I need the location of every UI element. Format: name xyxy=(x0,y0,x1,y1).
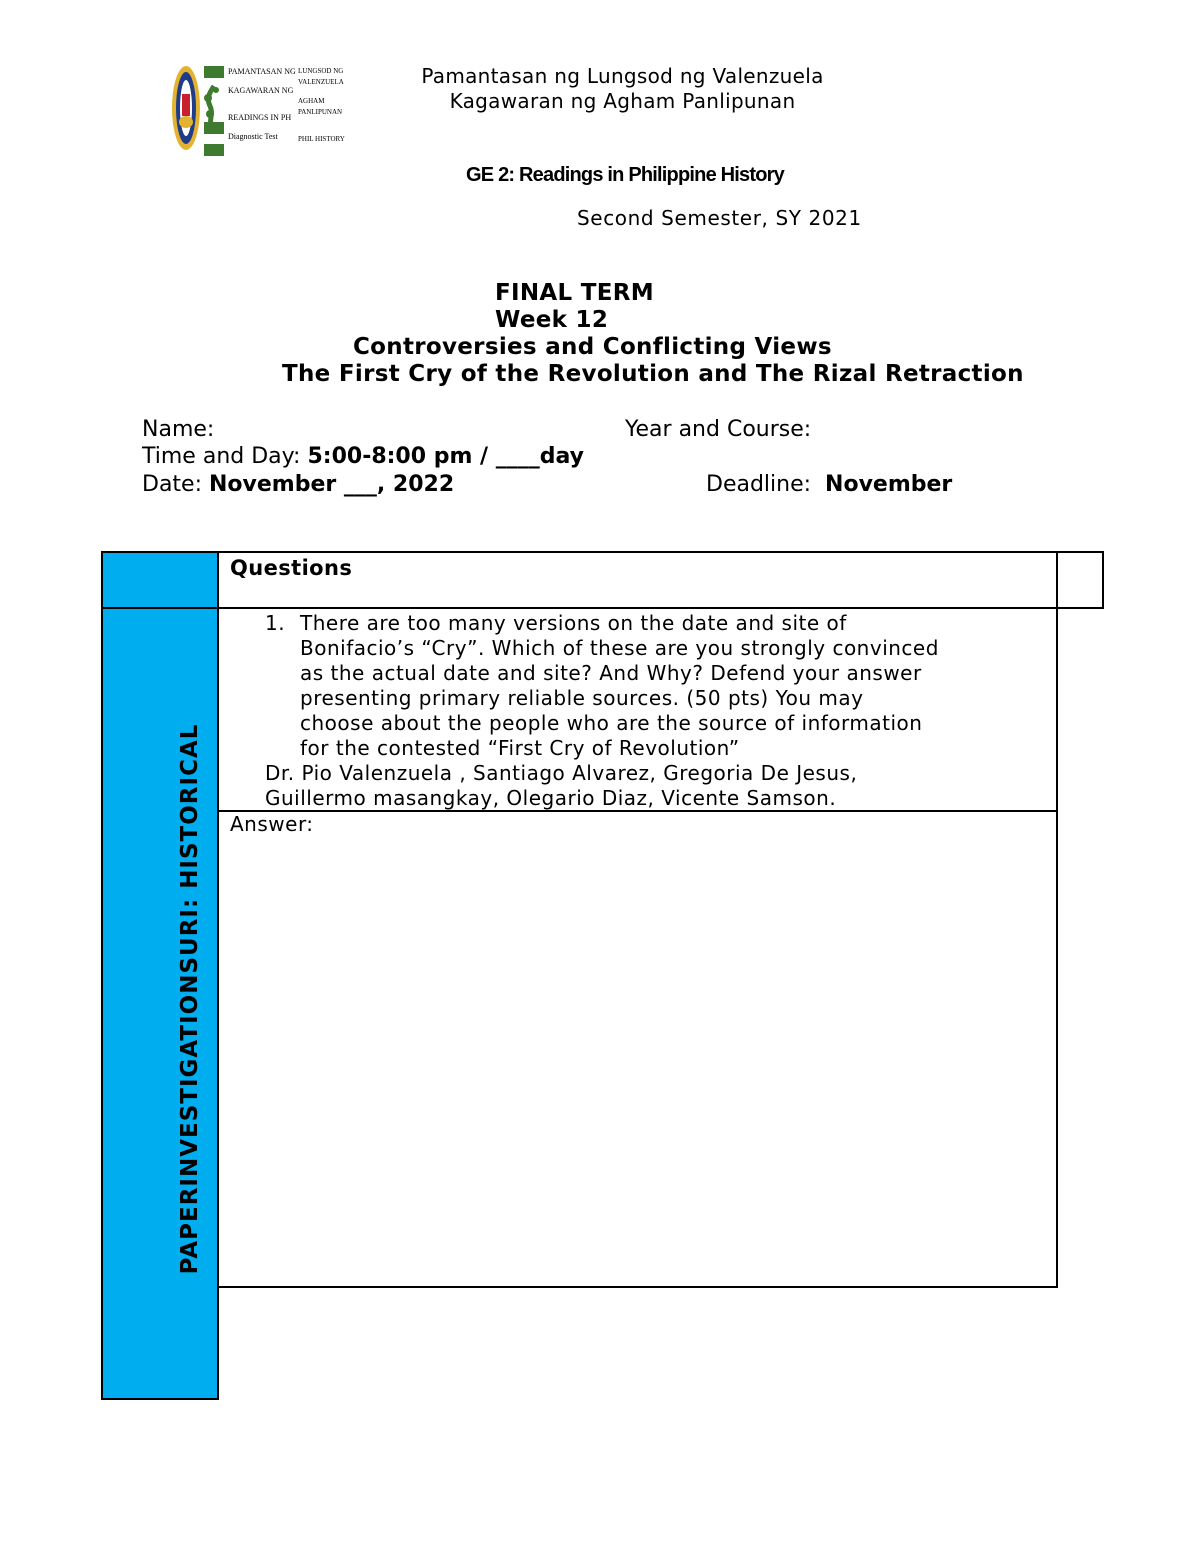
university-name: Pamantasan ng Lungsod ng Valenzuela xyxy=(421,64,824,88)
question-line: Bonifacio’s “Cry”. Which of these are you strongly convinced xyxy=(300,636,939,660)
date-label: Date: xyxy=(142,472,202,497)
question-line: choose about the people who are the source of information xyxy=(300,711,923,735)
sidebar-divider xyxy=(101,607,219,609)
time-day-value: 5:00-8:00 pm / ____day xyxy=(307,444,584,469)
extra-header-cell xyxy=(1056,551,1104,609)
date-value: November ___, 2022 xyxy=(209,472,455,497)
term-title: FINAL TERM xyxy=(495,280,654,306)
topic-title: Controversies and Conflicting Views xyxy=(353,334,832,360)
department-name: Kagawaran ng Agham Panlipunan xyxy=(449,89,796,113)
logo-text-left: PAMANTASAN NG KAGAWARAN NG READINGS IN PH Diagnostic Test xyxy=(228,67,296,141)
question-line: as the actual date and site? And Why? Defend your answer xyxy=(300,661,922,685)
answer-cell[interactable] xyxy=(217,810,1058,1288)
university-header xyxy=(400,64,845,114)
questions-header: Questions xyxy=(230,556,353,580)
course-title: GE 2: Readings in Philippine History xyxy=(466,164,784,186)
questions-header-cell xyxy=(217,551,1058,609)
name-label: Name: xyxy=(142,417,215,442)
question-text xyxy=(300,611,939,761)
week-title: Week 12 xyxy=(495,307,609,333)
subtopic-title: The First Cry of the Revolution and The Rizal Retraction xyxy=(282,361,1024,387)
sidebar-label: PAPERINVESTIGATIONSURI: HISTORICAL xyxy=(177,723,203,1275)
question-line: presenting primary reliable sources. (50 pts) You may xyxy=(300,686,864,710)
logo-text-right: LUNGSOD NG VALENZUELA AGHAM PANLIPUNAN PHIL HISTORY xyxy=(298,67,345,143)
deadline-field xyxy=(706,471,952,499)
deadline-label: Deadline: xyxy=(706,472,812,497)
question-cell xyxy=(217,607,1058,812)
semester: Second Semester, SY 2021 xyxy=(577,206,862,230)
people-list xyxy=(265,761,857,811)
header-logo xyxy=(170,58,370,168)
question-line: There are too many versions on the date and site of xyxy=(300,611,847,635)
question-line: for the contested “First Cry of Revolution” xyxy=(300,736,740,760)
year-course-label: Year and Course: xyxy=(625,417,812,442)
question-number: 1. xyxy=(265,611,286,635)
answer-label: Answer: xyxy=(230,812,314,836)
time-day-label: Time and Day: xyxy=(142,444,301,469)
time-day-field xyxy=(142,443,584,471)
deadline-value: November xyxy=(825,472,953,497)
people-line: Dr. Pio Valenzuela , Santiago Alvarez, Gregoria De Jesus, xyxy=(265,761,858,785)
date-field xyxy=(142,471,454,499)
people-line: Guillermo masangkay, Olegario Diaz, Vicente Samson. xyxy=(265,786,837,810)
